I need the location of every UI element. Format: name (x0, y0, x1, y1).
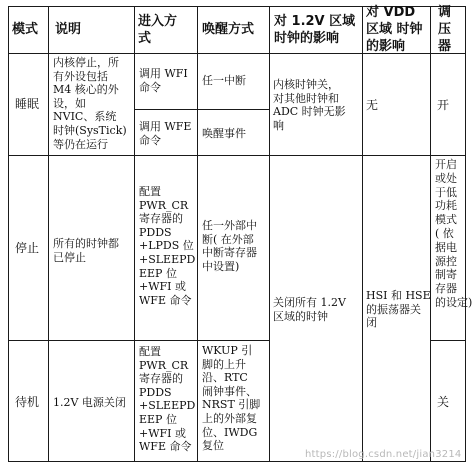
sleep-enter-wfe: 调用 WFE 命令 (139, 120, 192, 147)
col-divider-6 (430, 6, 431, 462)
sleep-regulator: 开 (437, 98, 450, 112)
col-divider-5 (362, 6, 363, 462)
col-divider-2 (134, 6, 135, 462)
header-wakeup: 唤醒方式 (202, 22, 255, 37)
standby-regulator: 关 (437, 395, 450, 409)
sleep-clock-1v2: 内核时钟关， 对其他时钟和 ADC 时钟无影 响 (273, 78, 346, 132)
sleep-wakeup-wfe: 唤醒事件 (202, 127, 246, 140)
sleep-enter-wfi: 调用 WFI 命令 (139, 67, 188, 94)
stop-regulator: 开启 或处 于低 功耗 模式 ( 依 据电 源控 制寄 存器 的设定) (435, 158, 473, 309)
header-enter: 进入方 式 (138, 14, 178, 46)
standby-description: 1.2V 电源关闭 (53, 396, 126, 409)
stop-mode: 停止 (15, 241, 40, 255)
standby-enter: 配置 PWR_CR 寄存器的 PDDS +SLEEPD EEP 位 +WFI 或 WFE 命令 (139, 345, 196, 454)
stop-wakeup: 任一外部中 断( 在外部 中断寄存器 中设置) (202, 219, 257, 273)
stop-enter: 配置 PWR_CR 寄存器的 PDDS +LPDS 位 +SLEEPD EEP 位 +WFI 或 WFE 命令 (139, 185, 196, 307)
stop-standby-divider-right (430, 340, 466, 341)
sleep-wakeup-wfi: 任一中断 (202, 74, 246, 87)
header-mode: 模式 (12, 22, 39, 37)
sleep-vdd: 无 (366, 98, 379, 112)
standby-wakeup: WKUP 引 脚的上升 沿、RTC 闹钟事件、 NRST 引脚 上的外部复 位、IWDG 复位 (202, 344, 261, 453)
col-divider-4 (269, 6, 270, 462)
header-regulator: 调 压 器 (438, 5, 452, 54)
sleep-mode: 睡眠 (15, 97, 40, 111)
shared-clock-1v2: 关闭所有 1.2V 区域的时钟 (273, 296, 346, 323)
standby-mode: 待机 (15, 395, 40, 409)
table-border-bottom (8, 461, 466, 462)
sleep-inner-divider (134, 109, 269, 110)
header-clock-1v2: 对 1.2V 区域 时钟的影响 (274, 14, 356, 46)
sleep-stop-divider (8, 155, 466, 156)
col-divider-1 (48, 6, 49, 462)
watermark: https://blog.csdn.net/jian3214 (305, 449, 462, 460)
header-vdd: 对 VDD 区域 时钟 的影响 (366, 5, 423, 54)
shared-vdd: HSI 和 HSE 的振荡器关 闭 (366, 289, 431, 330)
header-description: 说明 (55, 22, 82, 37)
table-border-left (8, 6, 9, 462)
sleep-description: 内核停止，所 有外设包括 M4 核心的外 设，如 NVIC、系统 时钟(SysTick) 等仍在运行 (53, 56, 127, 151)
stop-description: 所有的时钟都 已停止 (53, 237, 119, 264)
col-divider-3 (197, 6, 198, 462)
